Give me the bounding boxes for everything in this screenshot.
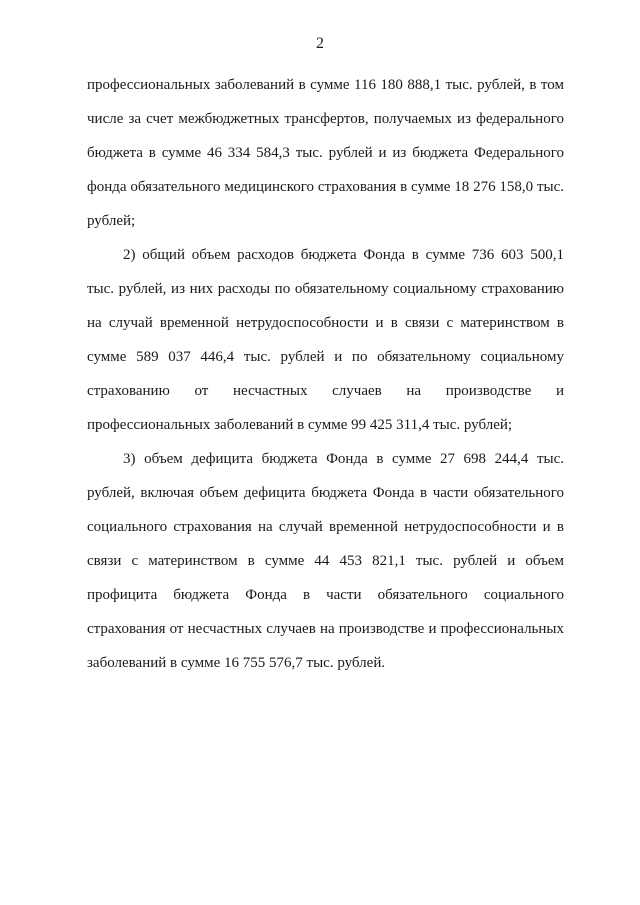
document-body (87, 68, 564, 680)
paragraph-item-3: 3) объем дефицита бюджета Фонда в сумме 27 698 244,4 тыс. рублей, включая объем дефицита бюджета Фонда в части обязательного социального страхования на случай временной нетрудоспособности и в связи с материнством в сумме 44 453 821,1 тыс. рублей и объем профицита бюджета Фонда в части обязательного социального страхования от несчастных случаев на производстве и профессиональных заболеваний в сумме 16 755 576,7 тыс. рублей. (87, 451, 564, 671)
page-number: 2 (316, 35, 324, 52)
paragraph-item-2: 2) общий объем расходов бюджета Фонда в сумме 736 603 500,1 тыс. рублей, из них расходы по обязательному социальному страхованию на случай временной нетрудоспособности и в связи с материнством в сумме 589 037 446,4 тыс. рублей и по обязательному социальному страхованию от несчастных случаев на производстве и профессиональных заболеваний в сумме 99 425 311,4 тыс. рублей; (87, 247, 564, 433)
paragraph-continuation: профессиональных заболеваний в сумме 116 180 888,1 тыс. рублей, в том числе за счет межбюджетных трансфертов, получаемых из федерального бюджета в сумме 46 334 584,3 тыс. рублей и из бюджета Федерального фонда обязательного медицинского страхования в сумме 18 276 158,0 тыс. рублей; (87, 77, 564, 229)
